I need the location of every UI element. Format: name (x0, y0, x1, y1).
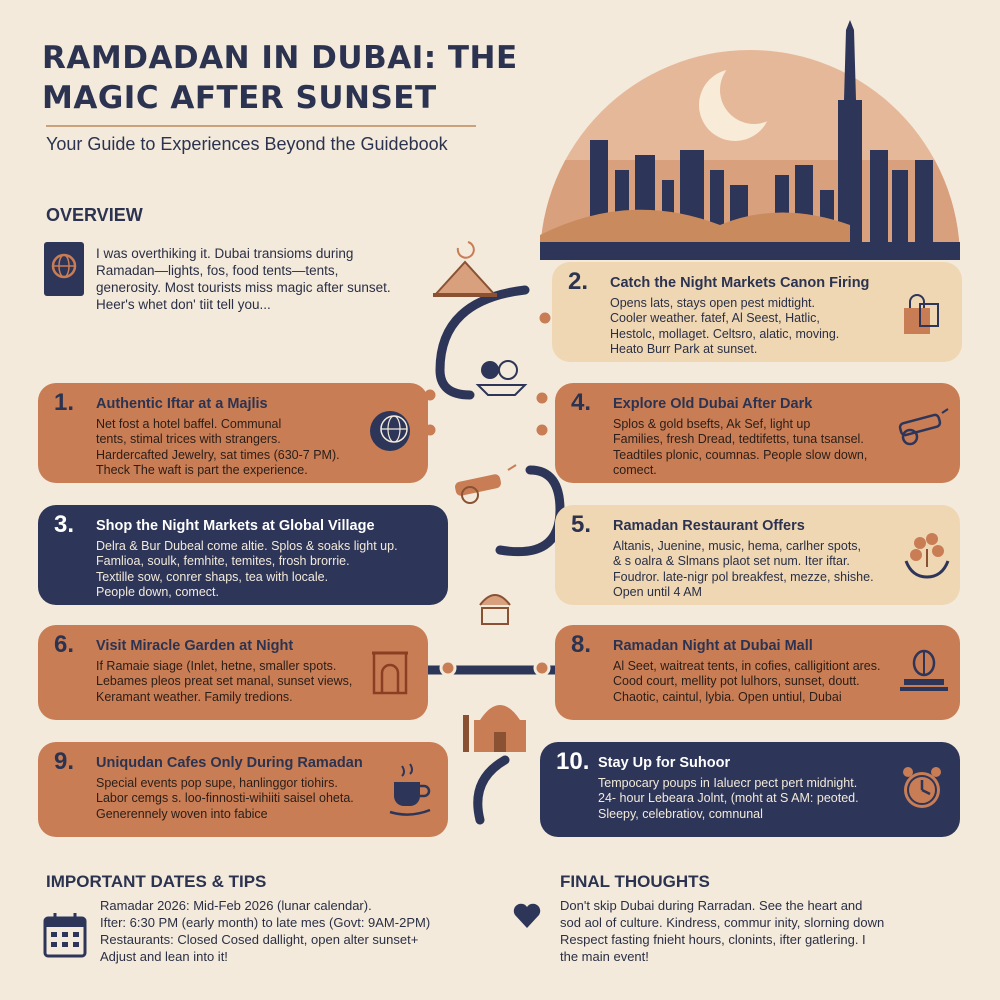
food-platter-icon (478, 361, 525, 395)
calendar-icon (42, 910, 88, 960)
card-description: Splos & gold bsefts, Ak Sef, light up Families, fresh Dread, tedtifetts, tuna tsansel. Teadtiles plonic, coumnas. People slow down, comect. (613, 416, 868, 477)
card-description: Net fost a hotel baffel. Communal tents, stimal trices with strangers. Hardercafted Jewelry, sat times (630-7 PM). Theck The waft is part the experience. (96, 416, 340, 477)
card-description: Tempocary poups in Ialuecr pect pert midnight. 24- hour Lebeara Jolnt, (moht at S AM: peoted. Sleepy, celebratiov, comnunal (598, 775, 859, 821)
card-number: 6. (54, 631, 75, 658)
card-description: Altanis, Juenine, music, hema, carlher spots, & s oalra & Slmans plaot set num. Iter iftar. Foudror. late-nigr pol breakfest, mezze, shishe. Open until 4 AM (613, 538, 874, 599)
final-line: the main event! (560, 949, 649, 964)
page-subtitle: Your Guide to Experiences Beyond the Guidebook (46, 134, 448, 154)
arch-gate-icon (370, 647, 410, 695)
card-8 (555, 625, 960, 720)
alarm-clock-icon (898, 762, 946, 814)
heart-icon (512, 902, 542, 930)
card-title: Uniqudan Cafes Only During Ramadan (96, 755, 363, 771)
mosque-icon (463, 705, 526, 752)
shopping-bag-icon (898, 292, 944, 338)
important-dates-heading: IMPORTANT DATES & TIPS (46, 872, 267, 891)
card-description: Delra & Bur Dubeal come altie. Splos & soaks light up. Famlioa, soulk, femhite, temites, frosh brorrie. Textille sow, conrer shaps, tea with locale. People down, comect. (96, 538, 398, 599)
dubai-skyline-illustration (520, 20, 980, 260)
lantern-gift-icon (480, 595, 510, 624)
card-title: Authentic Iftar at a Majlis (96, 396, 268, 412)
card-9 (38, 742, 448, 837)
card-description: Special events pop supe, hanlinggor tiohirs. Labor cemgs s. loo-finnosti-wihiiti saisel oheta. Generennely woven into fabice (96, 775, 354, 821)
card-number: 5. (571, 511, 592, 538)
passport-icon (40, 240, 88, 298)
card-number: 4. (571, 389, 592, 416)
ramadan-cannon-icon (454, 465, 516, 503)
card-number: 1. (54, 389, 75, 416)
final-line: Respect fasting fnieht hours, clonints, ifter gatlering. I (560, 932, 866, 947)
card-10 (540, 742, 960, 837)
page-title: RAMDADAN IN DUBAI: THE MAGIC AFTER SUNSET (42, 40, 518, 116)
tent-icon (433, 242, 497, 297)
card-number: 2. (568, 268, 589, 295)
card-description: Al Seet, waitreat tents, in cofies, calligitiont ares. Cood court, mellity pot lulhors, sunset, doutt. Chaotic, caintul, lybia. Open untiul, Dubai (613, 658, 881, 704)
card-number: 10. (556, 748, 590, 775)
final-thoughts-text (560, 897, 980, 965)
coffee-cup-icon (388, 760, 434, 820)
date-line: Ramadar 2026: Mid-Feb 2026 (lunar calendar). (100, 898, 372, 913)
important-dates-list (100, 897, 500, 965)
date-line: Restaurants: Closed Cosed dallight, open alter sunset+ (100, 932, 419, 947)
title-divider (46, 125, 476, 127)
card-3 (38, 505, 448, 605)
card-title: Shop the Night Markets at Global Village (96, 518, 375, 534)
card-title: Catch the Night Markets Canon Firing (610, 275, 870, 291)
final-line: Don't skip Dubai during Rarradan. See the heart and (560, 898, 863, 913)
cannon-icon (894, 407, 950, 447)
card-2 (552, 262, 962, 362)
card-description: If Ramaie siage (Inlet, hetne, smaller spots. Lebames pleos preat set manal, sunset views, Keramant weather. Family tredions. (96, 658, 353, 704)
lantern-tray-icon (898, 649, 950, 693)
card-5 (555, 505, 960, 605)
overview-text: I was overthiking it. Dubai transioms during Ramadan—lights, fos, food tents—tents, generosity. Most tourists miss magic after sunset. Heer's whet don' tiit tell you... (96, 246, 391, 312)
card-description: Opens lats, stays open pest midtight. Cooler weather. fatef, Al Seest, Hatlic, Hestolc, mollaget. Celtsro, alatic, moving. Heato Burr Park at sunset. (610, 295, 840, 356)
hands-tree-icon (900, 527, 954, 583)
card-title: Ramadan Restaurant Offers (613, 518, 805, 534)
card-number: 8. (571, 631, 592, 658)
card-1 (38, 383, 428, 483)
card-4 (555, 383, 960, 483)
date-line: Adjust and lean into it! (100, 949, 228, 964)
card-number: 9. (54, 748, 75, 775)
card-title: Explore Old Dubai After Dark (613, 396, 813, 412)
card-title: Ramadan Night at Dubai Mall (613, 638, 813, 654)
final-line: sod aol of culture. Kindress, commur inity, slorning down (560, 915, 885, 930)
card-title: Stay Up for Suhoor (598, 755, 731, 771)
date-line: Ifter: 6:30 PM (early month) to late mes (Govt: 9AM-2PM) (100, 915, 431, 930)
final-thoughts-heading: FINAL THOUGHTS (560, 872, 710, 891)
overview-heading: OVERVIEW (46, 205, 143, 225)
card-6 (38, 625, 428, 720)
globe-icon (366, 407, 414, 455)
card-title: Visit Miracle Garden at Night (96, 638, 294, 654)
card-number: 3. (54, 511, 75, 538)
